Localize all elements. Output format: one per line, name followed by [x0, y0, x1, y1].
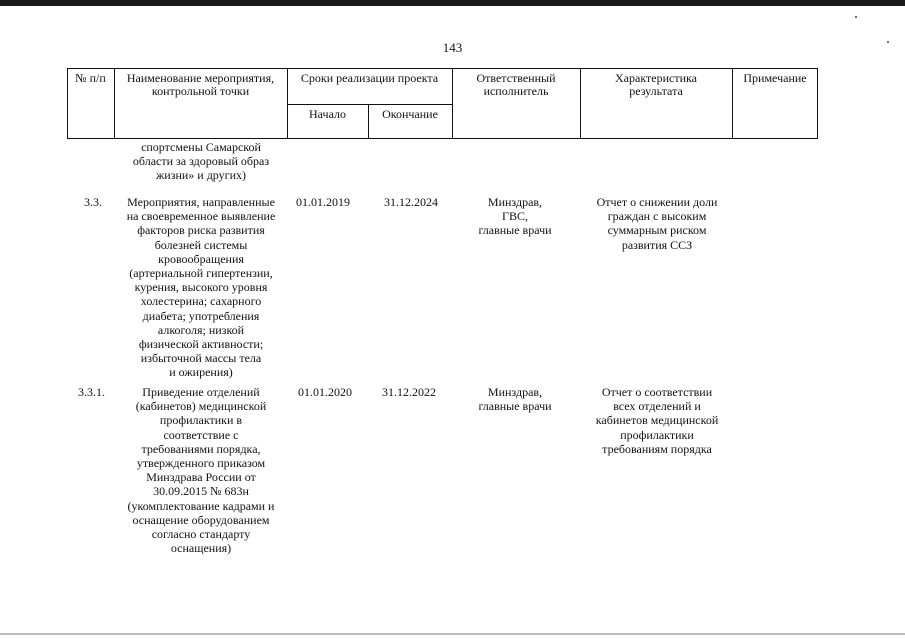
header-start: Начало: [309, 107, 346, 121]
row-end-date: 31.12.2022: [382, 385, 436, 399]
row-name: Приведение отделений (кабинетов) медицинской профилактики в соответствие с требованиями порядка, утвержденного приказом Минздрава России от 30.09.2015 № 683н (укомплектование кадрами и оснащение оборудованием согласно стандарту оснащения): [127, 385, 275, 556]
bottom-scan-border: [0, 633, 905, 635]
header-divider: [287, 104, 452, 105]
header-num: № п/п: [75, 71, 106, 85]
header-period: Сроки реализации проекта: [300, 71, 439, 85]
row-num: 3.3.: [84, 195, 102, 209]
row-result: Отчет о соответствии всех отделений и кабинетов медицинской профилактики требованиям порядка: [595, 385, 719, 456]
row-start-date: 01.01.2020: [298, 385, 352, 399]
scan-speck: [855, 16, 857, 18]
row-start-date: 01.01.2019: [296, 195, 350, 209]
row-name: Мероприятия, направленные на своевременное выявление факторов риска развития болезней системы кровообращения (артериальной гипертензии, курения, высокого уровня холестерина; сахарного диабета; употребления алкоголя; низкой физической активности; избыточной массы тела и ожирения): [126, 195, 276, 380]
row-num: 3.3.1.: [78, 385, 105, 399]
header-responsible: Ответственный исполнитель: [476, 71, 556, 98]
header-end: Окончание: [382, 107, 438, 121]
row-name: спортсмены Самарской области за здоровый образ жизни» и других): [132, 140, 270, 183]
row-responsible: Минздрав, ГВС, главные врачи: [478, 195, 552, 238]
row-result: Отчет о снижении доли граждан с высоким суммарным риском развития ССЗ: [596, 195, 718, 252]
top-scan-border: [0, 0, 905, 6]
header-result: Характеристика результата: [615, 71, 697, 98]
header-name: Наименование мероприятия, контрольной точки: [126, 71, 275, 98]
header-note: Примечание: [743, 71, 807, 85]
page-number: 143: [442, 40, 463, 55]
row-end-date: 31.12.2024: [384, 195, 438, 209]
row-responsible: Минздрав, главные врачи: [478, 385, 552, 414]
